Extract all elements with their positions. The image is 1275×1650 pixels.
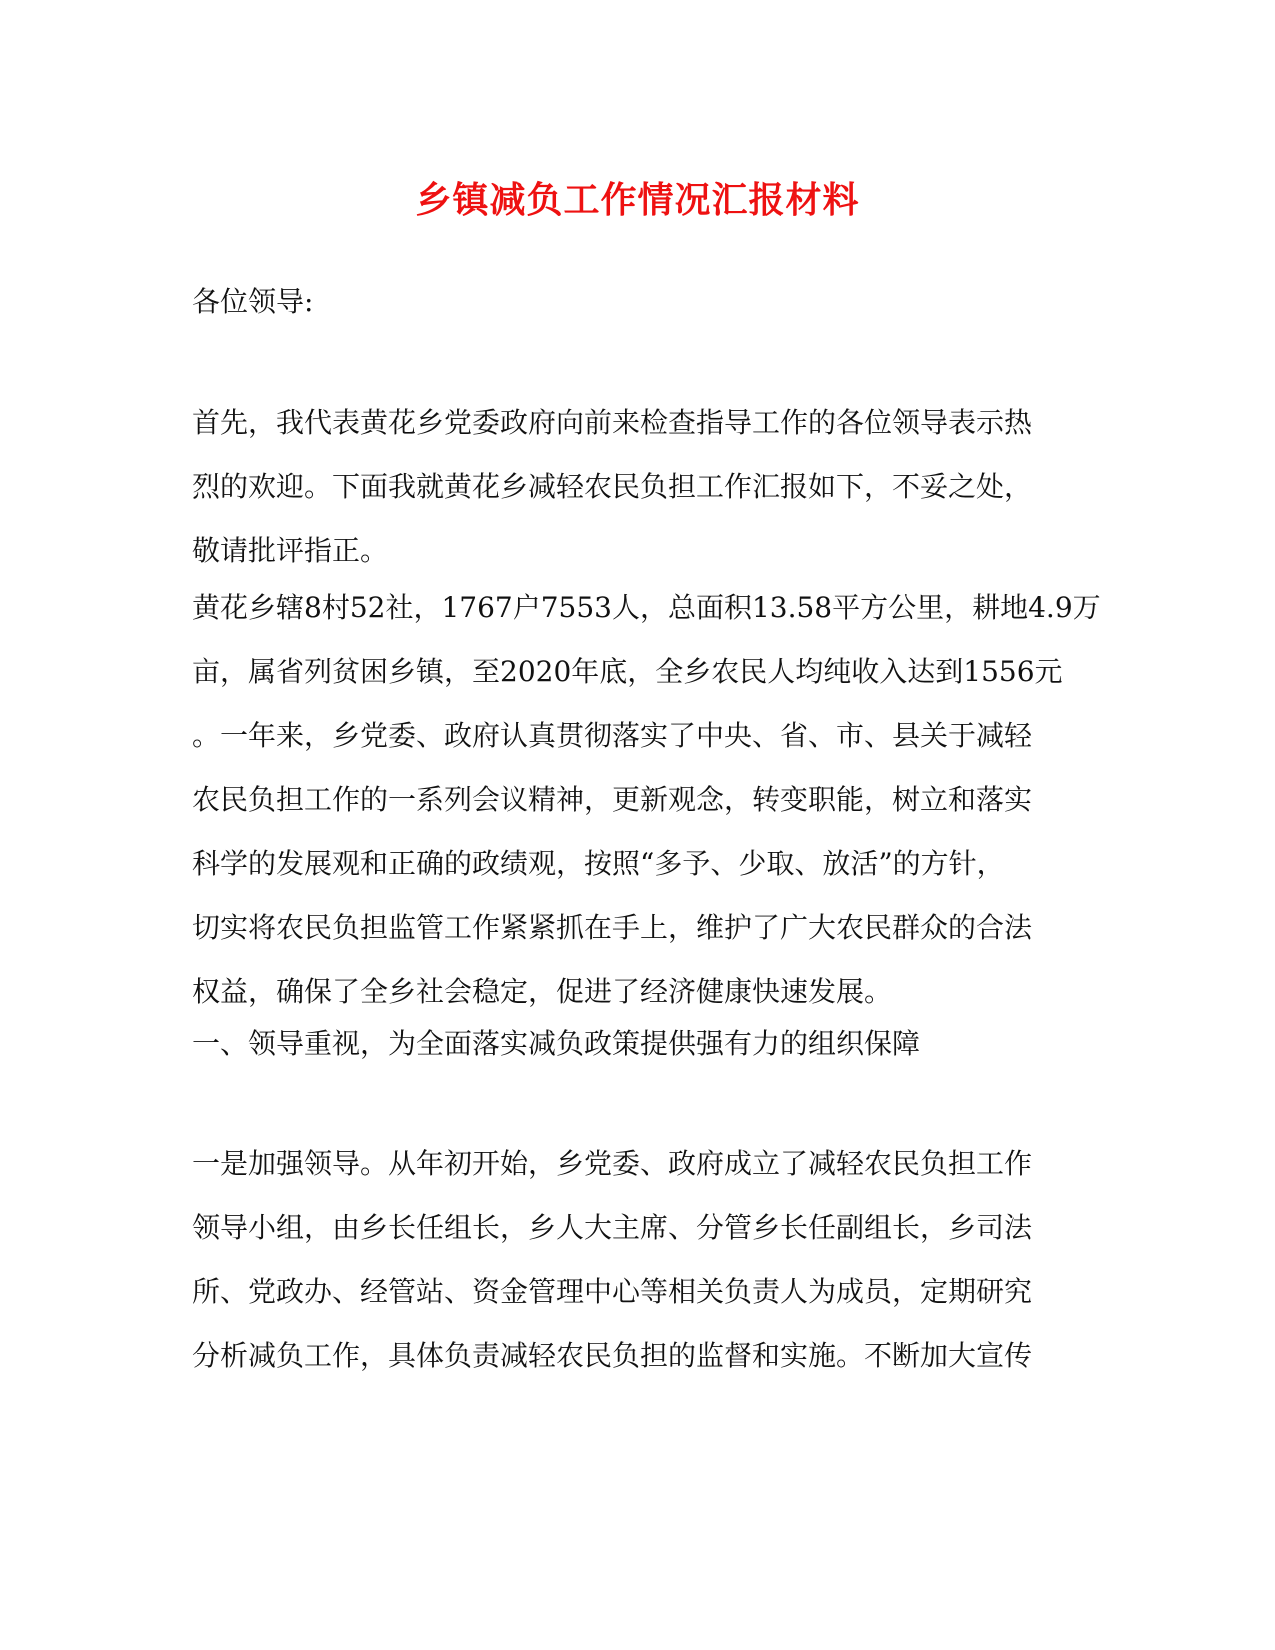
paragraph-line: 农民负担工作的一系列会议精神，更新观念，转变职能，树立和落实: [192, 783, 1033, 816]
paragraph-line: 所、党政办、经管站、资金管理中心等相关负责人为成员，定期研究: [192, 1275, 1033, 1308]
salutation: [192, 270, 1072, 334]
paragraph-line: 一是加强领导。从年初开始，乡党委、政府成立了减轻农民负担工作: [192, 1147, 1033, 1180]
paragraph-line: 亩，属省列贫困乡镇，至2020年底，全乡农民人均纯收入达到1556元: [192, 655, 1063, 688]
paragraph-line: 分析减负工作，具体负责减轻农民负担的监督和实施。不断加大宣传: [192, 1339, 1033, 1372]
paragraph-line: 首先，我代表黄花乡党委政府向前来检查指导工作的各位领导表示热: [192, 406, 1033, 439]
paragraph-line: 黄花乡辖8村52社，1767户7553人，总面积13.58平方公里，耕地4.9万: [192, 591, 1101, 624]
paragraph-line: 。一年来，乡党委、政府认真贯彻落实了中央、省、市、县关于减轻: [192, 719, 1033, 752]
paragraph-intro: [192, 391, 1072, 583]
section-heading-1: [192, 1012, 1072, 1076]
paragraph-line: 切实将农民负担监管工作紧紧抓在手上，维护了广大农民群众的合法: [192, 911, 1033, 944]
paragraph-line: 科学的发展观和正确的政绩观，按照“多予、少取、放活”的方针，: [192, 847, 1005, 880]
document-title: 乡镇减负工作情况汇报材料: [415, 179, 860, 221]
paragraph-line: 烈的欢迎。下面我就黄花乡减轻农民负担工作汇报如下，不妥之处，: [192, 470, 1033, 503]
paragraph-line: 敬请批评指正。: [192, 534, 389, 567]
paragraph-line: 领导小组，由乡长任组长，乡人大主席、分管乡长任副组长，乡司法: [192, 1211, 1033, 1244]
paragraph-line: 权益，确保了全乡社会稳定，促进了经济健康快速发展。: [192, 975, 893, 1008]
salutation-line: 各位领导:: [192, 285, 314, 318]
paragraph-overview: [192, 576, 1101, 1024]
paragraph-leadership: [192, 1132, 1072, 1388]
section-heading-line: 一、领导重视，为全面落实减负政策提供强有力的组织保障: [192, 1027, 921, 1060]
